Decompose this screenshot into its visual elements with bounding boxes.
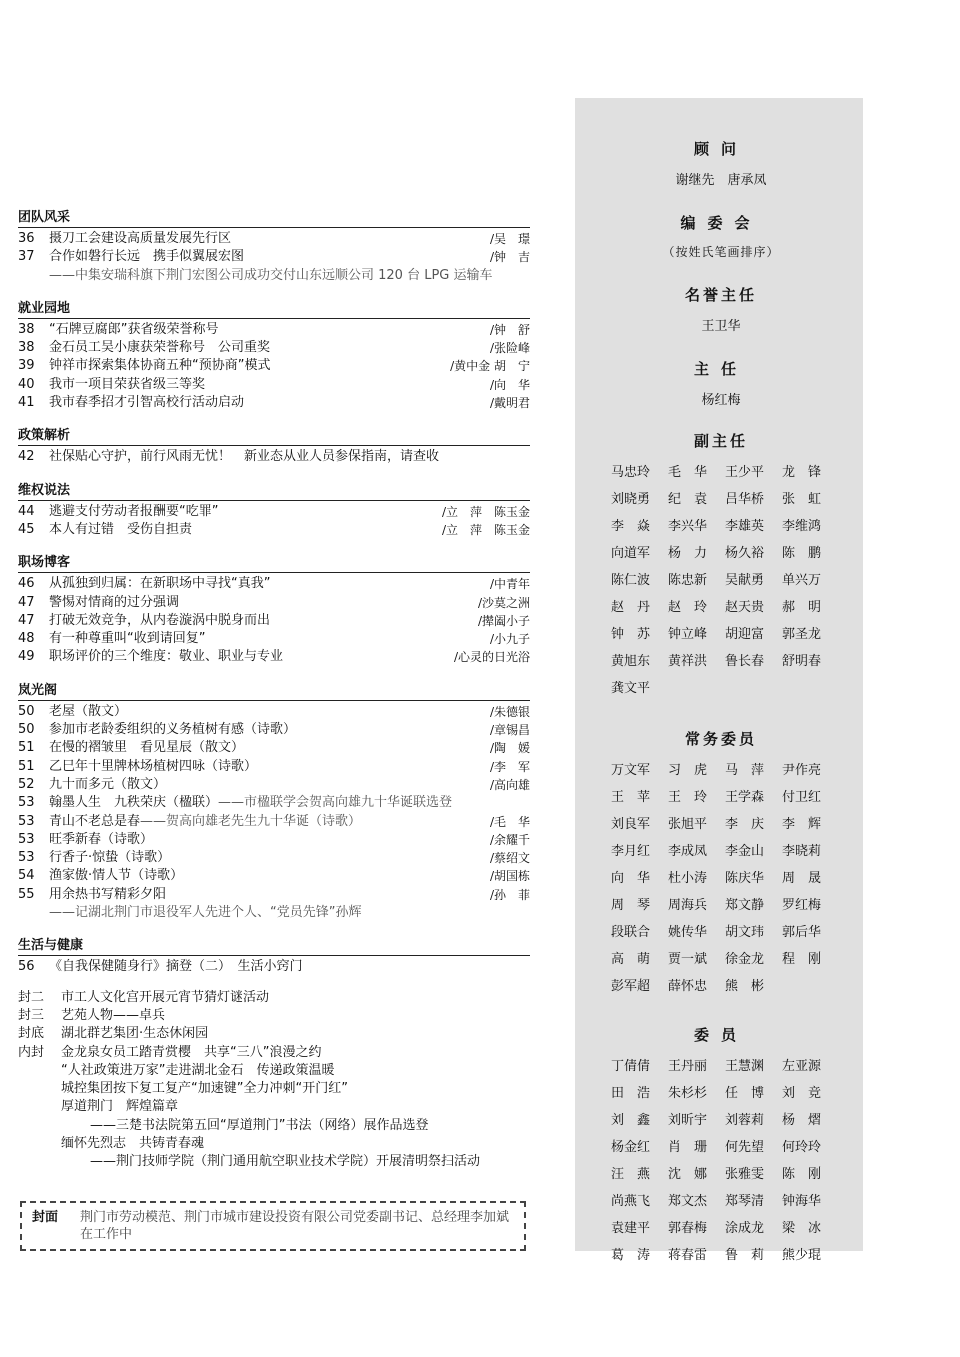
- member-name: 万文军: [611, 763, 651, 778]
- member-name: 习 虎: [668, 763, 708, 778]
- member-name: 李晓莉: [782, 844, 822, 859]
- entry-title-text: 职场评价的三个维度：敬业、职业与专业: [49, 649, 284, 665]
- member-name: 陈仁波: [611, 573, 651, 588]
- member-name: 毛 华: [668, 465, 708, 480]
- member-name: 任 博: [725, 1086, 765, 1101]
- member-name: 王少平: [725, 465, 765, 480]
- member-name: 刘昕宇: [668, 1113, 708, 1128]
- toc-entry: [18, 594, 530, 612]
- member-name: 赵天贵: [725, 600, 765, 615]
- entry-author: /戴明君: [489, 396, 530, 411]
- member-name: 单兴万: [782, 573, 822, 588]
- section-heading: 岚光阁: [18, 679, 530, 701]
- entry-title-text: “石牌豆腐郎”获省级荣誉称号: [49, 321, 219, 337]
- members-grid: [611, 1055, 831, 1263]
- toc-section: [18, 934, 530, 976]
- member-name: 郑文静: [725, 898, 765, 913]
- entry-author: /朱德银: [489, 704, 530, 719]
- member-name: 刘良军: [611, 817, 651, 832]
- cover-page-label: 内封: [18, 1044, 45, 1060]
- member-name: 李 辉: [782, 817, 822, 832]
- toc-section: [18, 679, 530, 923]
- cover-page-entry: [18, 1135, 530, 1153]
- director-name: 杨红梅: [701, 393, 741, 408]
- entry-author: /高向雄: [489, 777, 530, 792]
- member-name: 袁建平: [611, 1221, 651, 1236]
- entry-title: [49, 339, 490, 357]
- member-name: 陈 刚: [782, 1167, 822, 1182]
- page-number: 53: [18, 795, 35, 811]
- entry-title-sub: ——市楹联学会贺高向雄九十华诞联选登: [218, 795, 453, 811]
- cover-page-entry: [18, 1025, 530, 1043]
- entry-title: [49, 958, 530, 976]
- page-number: 38: [18, 321, 35, 337]
- entry-title-text: 警惕对情商的过分强调: [49, 594, 180, 610]
- entry-title-text: 在慢的褶皱里 看见星辰（散文）: [49, 740, 245, 756]
- member-name: 田 浩: [611, 1086, 651, 1101]
- entry-title: [49, 739, 490, 757]
- entry-author: /心灵的日光浴: [453, 650, 530, 665]
- page-number: 42: [18, 449, 35, 465]
- member-name: 周 琴: [611, 898, 651, 913]
- toc-entry: [18, 958, 530, 976]
- entry-title: [49, 394, 490, 412]
- page-number: 56: [18, 959, 35, 975]
- deputies-grid: [611, 461, 831, 696]
- member-name: 李月红: [611, 844, 651, 859]
- toc-entry: [18, 339, 530, 357]
- entry-title: [49, 703, 490, 721]
- page-number: 45: [18, 521, 35, 537]
- member-name: 吕华桥: [725, 492, 765, 507]
- member-name: 郑琴清: [725, 1194, 765, 1209]
- entry-title: [49, 248, 490, 266]
- entry-title-text: 乙巳年十里牌林场植树四咏（诗歌）: [49, 758, 258, 774]
- cover-page-entry: [18, 1062, 530, 1080]
- entry-author: /中青年: [489, 577, 530, 592]
- member-name: 李维鸿: [782, 519, 822, 534]
- cover-page-text: 湖北群艺集团·生态休闲园: [61, 1026, 209, 1042]
- entry-title: [49, 849, 490, 867]
- member-name: 吴献勇: [725, 573, 765, 588]
- member-name: 梁 冰: [782, 1221, 822, 1236]
- member-name: 刘 竞: [782, 1086, 822, 1101]
- section-heading: 政策解析: [18, 424, 530, 446]
- toc-entry: [18, 394, 530, 412]
- toc-entry: [18, 703, 530, 721]
- entry-author: /胡国栋: [489, 869, 530, 884]
- page-number: 44: [18, 503, 35, 519]
- cover-page-entry: [18, 1080, 530, 1098]
- member-name: 何先望: [725, 1140, 765, 1155]
- entry-title-text: 本人有过错 受伤自担责: [49, 521, 193, 537]
- page-number: 52: [18, 776, 35, 792]
- page-number: 53: [18, 813, 35, 829]
- toc-entry: [18, 794, 530, 812]
- entry-title-text: 我市春季招才引智高校行活动启动: [49, 395, 245, 411]
- toc-entry: [18, 739, 530, 757]
- member-name: 尚燕飞: [611, 1194, 651, 1209]
- entry-title-text: 打破无效竞争，从内卷漩涡中脱身而出: [49, 612, 271, 628]
- entry-title-text: 渔家傲·情人节（诗歌）: [49, 868, 184, 884]
- entry-title: [49, 648, 454, 666]
- entry-title-text: 合作如磐行长远 携手似翼展宏图: [49, 249, 245, 265]
- toc-entry: [18, 867, 530, 885]
- cover-page-entry: [18, 989, 530, 1007]
- member-name: 李兴华: [668, 519, 708, 534]
- page-number: 46: [18, 576, 35, 592]
- entry-title-text: 钟祥市探索集体协商五种“预协商”模式: [49, 358, 271, 374]
- toc-section: [18, 479, 530, 540]
- advisors-heading: 顾问: [693, 140, 748, 158]
- entry-title: [49, 886, 490, 904]
- section-heading: 生活与健康: [18, 934, 530, 956]
- member-name: 徐金龙: [725, 952, 765, 967]
- cover-page-label: 封三: [18, 1007, 45, 1023]
- toc-entry: [18, 248, 530, 266]
- cover-page-text: ——三楚书法院第五回“厚道荆门”书法（网络）展作品选登: [90, 1117, 429, 1133]
- page-number: 41: [18, 395, 35, 411]
- entry-title-text: 用余热书写精彩夕阳: [49, 886, 167, 902]
- entry-author: /小九子: [489, 632, 530, 647]
- subtitle-text: ——中集安瑞科旗下荆门宏图公司成功交付山东远顺公司 120 台 LPG 运输车: [49, 267, 493, 283]
- member-name: 段联合: [611, 925, 651, 940]
- member-name: 薛怀忠: [668, 979, 708, 994]
- standing-grid: [611, 759, 831, 994]
- table-of-contents: [18, 206, 530, 1172]
- cover-page-label: 封二: [18, 989, 45, 1005]
- section-heading: 职场博客: [18, 551, 530, 573]
- page-number: 51: [18, 758, 35, 774]
- cover-pages-list: [18, 989, 530, 1172]
- section-heading: 就业园地: [18, 297, 530, 319]
- member-name: 熊少琨: [782, 1248, 822, 1263]
- entry-title-text: 逃避支付劳动者报酬要“吃罪”: [49, 503, 219, 519]
- page-number: 53: [18, 850, 35, 866]
- entry-title-text: 老屋（散文）: [49, 703, 128, 719]
- member-name: 郭圣龙: [782, 627, 822, 642]
- member-name: 李成凤: [668, 844, 708, 859]
- toc-subtitle: [18, 904, 530, 922]
- page-number: 39: [18, 358, 35, 374]
- entry-author: /钟 舒: [489, 322, 530, 337]
- editorial-board-panel: [575, 98, 863, 1263]
- member-name: 胡迎富: [725, 627, 765, 642]
- entry-title: [49, 794, 530, 812]
- member-name: 罗红梅: [782, 898, 822, 913]
- cover-page-entry: [18, 1153, 530, 1171]
- entry-title: [49, 776, 490, 794]
- member-name: 黄祥洪: [668, 654, 708, 669]
- entry-title-text: 金石员工吴小康获荣誉称号 公司重奖: [49, 340, 271, 356]
- toc-entry: [18, 776, 530, 794]
- deputies-heading: 副主任: [693, 432, 748, 450]
- toc-entry: [18, 886, 530, 904]
- entry-title: [49, 594, 478, 612]
- entry-title-text: 行香子·惊蛰（诗歌）: [49, 850, 171, 866]
- member-name: 贾一斌: [668, 952, 708, 967]
- member-name: 李金山: [725, 844, 765, 859]
- section-heading: 维权说法: [18, 479, 530, 501]
- page-number: 37: [18, 249, 35, 265]
- member-name: 郭春梅: [668, 1221, 708, 1236]
- toc-section: [18, 551, 530, 666]
- member-name: 王 苹: [611, 790, 651, 805]
- director-heading: 主任: [693, 360, 748, 378]
- member-name: 沈 娜: [668, 1167, 708, 1182]
- toc-entry: [18, 376, 530, 394]
- cover-page-text: 厚道荆门 辉煌篇章: [61, 1099, 179, 1115]
- cover-page-text: 市工人文化宫开展元宵节猜灯谜活动: [61, 989, 270, 1005]
- entry-title-text: 参加市老龄委组织的义务植树有感（诗歌）: [49, 722, 297, 738]
- member-name: 陈忠新: [668, 573, 708, 588]
- entry-title-text: 从孤独到归属：在新职场中寻找“真我”: [49, 576, 271, 592]
- toc-entry: [18, 612, 530, 630]
- member-name: 程 刚: [782, 952, 822, 967]
- member-name: 葛 涛: [611, 1248, 651, 1263]
- honorary-name: 王卫华: [701, 319, 741, 334]
- toc-entry: [18, 503, 530, 521]
- page-number: 36: [18, 231, 35, 246]
- toc-entry: [18, 721, 530, 739]
- toc-entry: [18, 521, 530, 539]
- page-number: 47: [18, 594, 35, 610]
- page-number: 51: [18, 740, 35, 756]
- member-name: 朱杉杉: [668, 1086, 708, 1101]
- member-name: 李 庆: [725, 817, 765, 832]
- entry-author: /吴 璟: [489, 232, 530, 246]
- member-name: 陈庆华: [725, 871, 765, 886]
- entry-title: [49, 503, 442, 521]
- members-heading: 委员: [693, 1026, 748, 1044]
- member-name: 杨金红: [611, 1140, 651, 1155]
- member-name: 郝 明: [782, 600, 822, 615]
- member-name: 龙 锋: [782, 465, 822, 480]
- member-name: 钟立峰: [668, 627, 708, 642]
- toc-section: [18, 297, 530, 412]
- member-name: 汪 燕: [611, 1167, 651, 1182]
- member-name: 赵 玲: [668, 600, 708, 615]
- toc-entry: [18, 849, 530, 867]
- entry-title-text: 翰墨人生 九秩荣庆（楹联）: [49, 795, 219, 811]
- entry-author: /向 华: [489, 377, 530, 392]
- entry-author: /张险峰: [489, 341, 530, 356]
- page-number: 40: [18, 376, 35, 392]
- member-name: 赵 丹: [611, 600, 651, 615]
- member-name: 张 虹: [782, 492, 822, 507]
- toc-entry: [18, 630, 530, 648]
- page-number: 48: [18, 631, 35, 647]
- entry-title: [49, 521, 442, 539]
- entry-title: [49, 376, 490, 394]
- entry-title-text: 《自我保健随身行》摘登（二） 生活小窍门: [49, 959, 303, 975]
- entry-title: [49, 867, 490, 885]
- toc-section: [18, 424, 530, 466]
- member-name: 陈 鹏: [782, 546, 822, 561]
- member-name: 舒明春: [782, 654, 822, 669]
- member-name: 周 晟: [782, 871, 822, 886]
- entry-title: [49, 448, 530, 466]
- member-name: 熊 彬: [725, 979, 765, 994]
- member-name: 姚传华: [668, 925, 708, 940]
- entry-author: /撵阖小子: [477, 613, 530, 628]
- toc-entry: [18, 648, 530, 666]
- advisors-names: 谢继先 唐承凤: [675, 173, 767, 188]
- cover-page-text: ——荆门技师学院（荆门通用航空职业技术学院）开展清明祭扫活动: [90, 1154, 481, 1170]
- member-name: 郑文杰: [668, 1194, 708, 1209]
- entry-author: /钟 吉: [489, 250, 530, 265]
- subtitle-text: ——记湖北荆门市退役军人先进个人、“党员先锋”孙辉: [49, 905, 362, 921]
- page-number: 53: [18, 831, 35, 847]
- entry-title: [49, 357, 450, 375]
- member-name: 向 华: [611, 871, 651, 886]
- entry-title: [49, 630, 490, 648]
- toc-subtitle: [18, 267, 530, 285]
- entry-author: /黄中金 胡 宁: [450, 359, 530, 374]
- page-number: 49: [18, 649, 35, 665]
- entry-title: [49, 721, 490, 739]
- member-name: 钟 苏: [611, 627, 651, 642]
- member-name: 王 玲: [668, 790, 708, 805]
- member-name: 杜小涛: [668, 871, 708, 886]
- toc-entry: [18, 448, 530, 466]
- committee-note: （按姓氏笔画排序）: [662, 245, 780, 259]
- toc-entry: [18, 357, 530, 375]
- member-name: 鲁 莉: [725, 1248, 765, 1263]
- cover-page-text: “人社政策进万家”走进湖北金石 传递政策温暖: [61, 1062, 335, 1078]
- cover-page-text: 金龙泉女员工踏青赏樱 共享“三八”浪漫之约: [61, 1044, 322, 1060]
- entry-title-text: 有一种尊重叫“收到请回复”: [49, 631, 206, 647]
- toc-entry: [18, 831, 530, 849]
- member-name: 向道军: [611, 546, 651, 561]
- entry-author: /毛 华: [489, 814, 530, 829]
- page-number: 50: [18, 703, 35, 719]
- page-number: 47: [18, 612, 35, 628]
- committee-heading: 编委会: [680, 214, 762, 232]
- entry-author: /李 军: [489, 759, 530, 774]
- cover-page-text: 缅怀先烈志 共铸青春魂: [61, 1135, 205, 1151]
- page-number: 55: [18, 886, 35, 902]
- member-name: 付卫红: [782, 790, 822, 805]
- toc-entry: [18, 813, 530, 831]
- page-number: 50: [18, 722, 35, 738]
- entry-title: [49, 758, 490, 776]
- toc-section: [18, 206, 530, 285]
- member-name: 高 萌: [611, 952, 651, 967]
- entry-title: [49, 813, 490, 831]
- member-name: 刘晓勇: [611, 492, 651, 507]
- member-name: 肖 珊: [668, 1140, 708, 1155]
- cover-caption-box: [20, 1201, 526, 1251]
- cover-page-label: 封底: [18, 1026, 45, 1042]
- entry-author: /立 萍 陈玉金: [441, 504, 530, 519]
- entry-title: [49, 230, 490, 248]
- member-name: 周海兵: [668, 898, 708, 913]
- member-name: 郭后华: [782, 925, 822, 940]
- cover-page-entry: [18, 1098, 530, 1116]
- member-name: 马忠玲: [611, 465, 651, 480]
- member-name: 杨久裕: [725, 546, 765, 561]
- entry-title: [49, 612, 478, 630]
- standing-heading: 常务委员: [684, 730, 757, 748]
- member-name: 王丹丽: [668, 1059, 708, 1074]
- entry-author: /陶 媛: [489, 741, 530, 756]
- cover-page-entry: [18, 1117, 530, 1135]
- member-name: 彭军超: [611, 979, 651, 994]
- cover-page-text: 城控集团按下复工复产“加速键”全力冲刺“开门红”: [61, 1081, 348, 1097]
- honorary-heading: 名誉主任: [684, 286, 757, 304]
- page-number: 54: [18, 868, 35, 884]
- entry-author: /孙 菲: [489, 887, 530, 902]
- cover-page-text: 艺苑人物——卓兵: [61, 1007, 166, 1023]
- member-name: 张旭平: [668, 817, 708, 832]
- toc-entry: [18, 758, 530, 776]
- member-name: 左亚源: [782, 1059, 822, 1074]
- member-name: 丁倩倩: [611, 1059, 651, 1074]
- member-name: 杨 熠: [782, 1113, 822, 1128]
- member-name: 涂成龙: [725, 1221, 765, 1236]
- toc-entry: [18, 321, 530, 339]
- cover-page-entry: [18, 1044, 530, 1062]
- member-name: 尹作亮: [782, 763, 822, 778]
- member-name: 王学森: [725, 790, 765, 805]
- member-name: 纪 袁: [668, 492, 708, 507]
- entry-title-text: 九十而多元（散文）: [49, 776, 167, 792]
- entry-author: /沙莫之洲: [477, 595, 530, 610]
- entry-title-text: 旺季新春（诗歌）: [49, 831, 154, 847]
- entry-title: [49, 575, 490, 593]
- member-name: 何玲玲: [782, 1140, 822, 1155]
- member-name: 杨 力: [668, 546, 708, 561]
- member-name: 张雅雯: [725, 1167, 765, 1182]
- member-name: 鲁长春: [725, 654, 765, 669]
- member-name: 李雄英: [725, 519, 765, 534]
- section-heading: 团队风采: [18, 206, 530, 228]
- cover-text: 荆门市劳动模范、荆门市城市建设投资有限公司党委副书记、总经理李加斌在工作中: [80, 1210, 510, 1242]
- entry-author: /蔡绍文: [489, 851, 530, 866]
- entry-title-text: 摄刀工会建设高质量发展先行区: [49, 231, 232, 246]
- entry-title-text: 社保贴心守护，前行风雨无忧！ 新业态从业人员参保指南，请查收: [49, 449, 440, 465]
- member-name: 刘 鑫: [611, 1113, 651, 1128]
- member-name: 李 焱: [611, 519, 651, 534]
- entry-title: [49, 831, 490, 849]
- entry-author: /余耀千: [489, 832, 530, 847]
- cover-label: 封面: [32, 1210, 59, 1225]
- entry-title: [49, 321, 490, 339]
- entry-title-text: 我市一项目荣获省级三等奖: [49, 376, 206, 392]
- entry-author: /章锡昌: [489, 723, 530, 738]
- member-name: 刘蓉莉: [725, 1113, 765, 1128]
- cover-page-entry: [18, 1007, 530, 1025]
- toc-entry: [18, 230, 530, 248]
- entry-author: /立 萍 陈玉金: [441, 522, 530, 537]
- member-name: 蒋春雷: [668, 1248, 708, 1263]
- toc-entry: [18, 575, 530, 593]
- member-name: 钟海华: [782, 1194, 822, 1209]
- page-number: 38: [18, 340, 35, 356]
- member-name: 马 萍: [725, 763, 765, 778]
- member-name: 胡文玮: [725, 925, 765, 940]
- member-name: 黄旭东: [611, 654, 651, 669]
- entry-title-text: 青山不老总是春: [49, 813, 141, 829]
- entry-title-sub: ——贺高向雄老先生九十华诞（诗歌）: [140, 813, 362, 829]
- member-name: 龚文平: [611, 681, 651, 696]
- member-name: 王慧渊: [725, 1059, 765, 1074]
